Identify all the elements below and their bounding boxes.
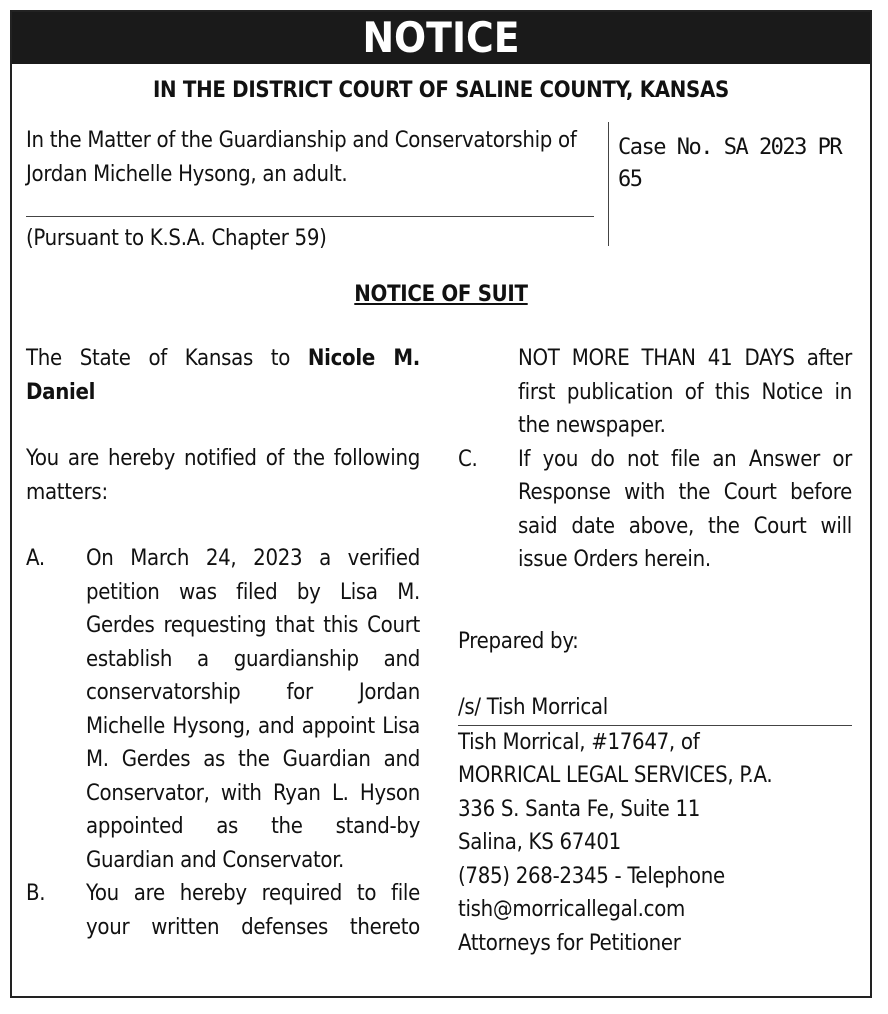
signature-line: /s/ Tish Morrical: [458, 691, 852, 726]
caption-divider: [26, 216, 594, 217]
telephone: (785) 268-2345 - Telephone: [458, 863, 725, 889]
item-b-text: You are hereby required to file your written defenses thereto: [86, 881, 420, 940]
item-c: [458, 443, 852, 577]
left-column: [26, 342, 420, 944]
attorney-name: Tish Morrical, #17647, of: [458, 729, 700, 755]
right-column: [458, 342, 852, 960]
item-b-continued: [458, 342, 852, 443]
email: tish@morricallegal.com: [458, 897, 686, 922]
notice-of-suit-title: NOTICE OF SUIT: [354, 282, 528, 307]
attorneys-for: Attorneys for Petitioner: [458, 930, 681, 956]
attorney-block: [458, 726, 852, 961]
case-number: Case No. SA 2023 PR 65: [618, 135, 842, 192]
greeting-prefix: The State of Kansas to: [26, 346, 308, 371]
item-c-label: C.: [458, 446, 478, 472]
item-b: [26, 877, 420, 944]
street-address: 336 S. Santa Fe, Suite 11: [458, 796, 701, 822]
respondent-name: Nicole M. Daniel: [26, 346, 420, 405]
firm-name: MORRICAL LEGAL SERVICES, P.A.: [458, 763, 773, 788]
item-a-text: On March 24, 2023 a verified petition was filed by Lisa M. Gerdes requesting that this Court establish a guardianship and conservatorship for Jordan Michelle Hysong, and appoint Lisa M. Gerdes as the Guardian and Conservator, with Ryan L. Hyson appointed as the stand-by Guardian and Conservator.: [86, 546, 420, 873]
item-a-label: A.: [26, 546, 45, 571]
item-c-text: If you do not file an Answer or Response with the Court before said date above, the Court will issue Orders herein.: [518, 446, 852, 572]
intro-paragraph: You are hereby notified of the following matters:: [26, 446, 420, 505]
caption-vertical-divider: [608, 122, 609, 246]
notice-frame: [10, 10, 872, 998]
greeting: [26, 342, 420, 409]
notice-banner: NOTICE: [12, 12, 870, 64]
item-b-continued-text: NOT MORE THAN 41 DAYS after first publication of this Notice in the newspaper.: [518, 346, 852, 438]
matter-caption: In the Matter of the Guardianship and Conservatorship of Jordan Michelle Hysong, an adult.: [26, 128, 577, 187]
item-a: [26, 542, 420, 877]
court-heading: IN THE DISTRICT COURT OF SALINE COUNTY, KANSAS: [153, 78, 729, 103]
prepared-by-label: Prepared by:: [458, 628, 579, 654]
city-state-zip: Salina, KS 67401: [458, 830, 621, 855]
item-b-label: B.: [26, 881, 46, 906]
pursuant-line: (Pursuant to K.S.A. Chapter 59): [26, 226, 327, 251]
